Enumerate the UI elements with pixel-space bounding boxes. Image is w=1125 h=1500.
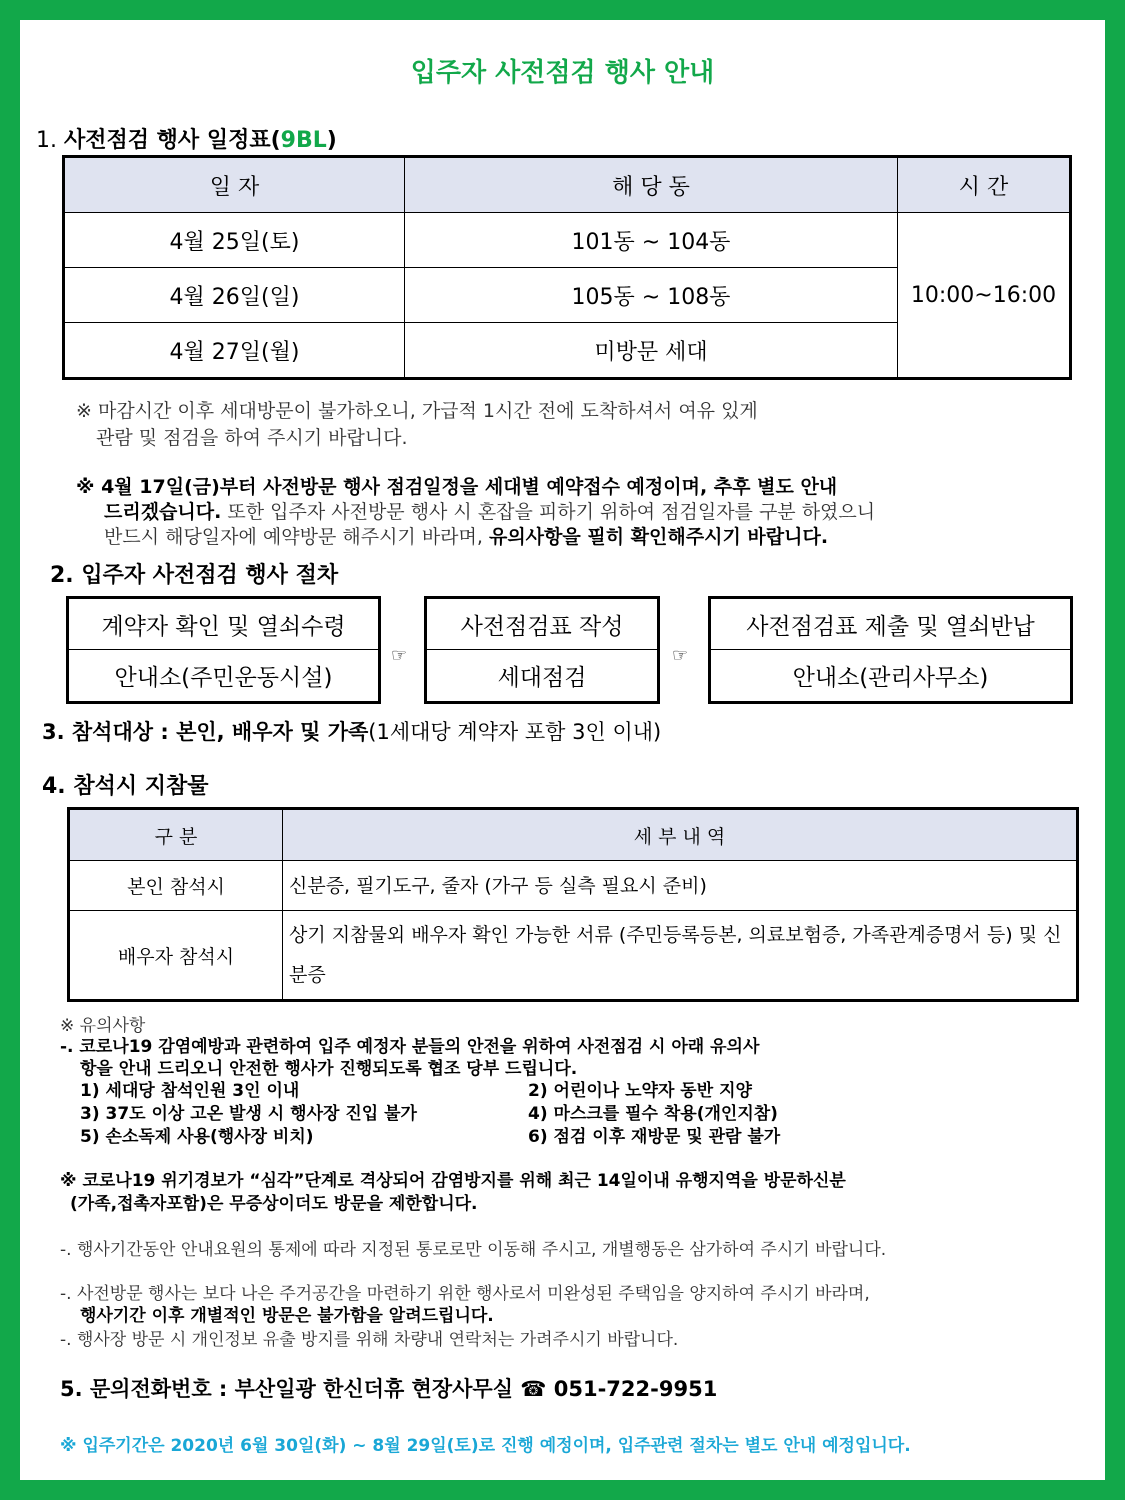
note-line-a: -. 행사기간동안 안내요원의 통제에 따라 지정된 통로로만 이동해 주시고, 개별행동은 삼가하여 주시기 바랍니다. bbox=[60, 1240, 887, 1260]
section4-heading: 4. 참석시 지참물 bbox=[42, 774, 209, 799]
warning-line2: (가족,접촉자포함)은 무증상이더도 방문을 제한합니다. bbox=[70, 1194, 478, 1214]
list-item: 4) 마스크를 필수 착용(개인지참) bbox=[528, 1104, 778, 1124]
note-line-b1: -. 사전방문 행사는 보다 나은 주거공간을 마련하기 위한 행사로서 미완성된 주택임을 양지하여 주시기 바라며, bbox=[60, 1284, 870, 1304]
col-dong-header: 해 당 동 bbox=[405, 157, 898, 213]
step2-title: 사전점검표 작성 bbox=[427, 599, 657, 650]
schedule-dong: 101동 ~ 104동 bbox=[405, 213, 898, 268]
procedure-step-3 bbox=[708, 596, 1073, 704]
schedule-note1-line1: ※ 마감시간 이후 세대방문이 불가하오니, 가급적 1시간 전에 도착하셔서 여유 있게 bbox=[76, 400, 758, 422]
schedule-date: 4월 26일(일) bbox=[64, 268, 405, 323]
note2-line3-normal: 반드시 해당일자에 예약방문 해주시기 바라며, bbox=[104, 526, 489, 548]
items-label: 본인 참석시 bbox=[69, 861, 283, 911]
section3-heading-rest: (1세대당 계약자 포함 3인 이내) bbox=[368, 720, 662, 744]
table-row bbox=[69, 861, 1078, 911]
schedule-note2-line3 bbox=[104, 522, 828, 549]
section1-heading-suffix: ) bbox=[326, 128, 337, 153]
schedule-date: 4월 25일(토) bbox=[64, 213, 405, 268]
schedule-date: 4월 27일(월) bbox=[64, 323, 405, 379]
pointing-hand-icon: ☞ bbox=[391, 645, 408, 666]
step3-title: 사전점검표 제출 및 열쇠반납 bbox=[711, 599, 1070, 650]
step3-location: 안내소(관리사무소) bbox=[792, 665, 989, 691]
schedule-time: 10:00~16:00 bbox=[898, 213, 1071, 379]
col-time-header: 시 간 bbox=[898, 157, 1071, 213]
section1-number: 1. bbox=[36, 128, 64, 153]
note-line-b2: 행사기간 이후 개별적인 방문은 불가함을 알려드립니다. bbox=[80, 1306, 494, 1326]
warning-line1: ※ 코로나19 위기경보가 “심각”단계로 격상되어 감염방지를 위해 최근 14일이내 유행지역을 방문하신분 bbox=[60, 1171, 846, 1191]
section1-heading-accent: 9BL bbox=[280, 128, 327, 153]
step2-location: 세대점검 bbox=[497, 665, 587, 691]
note2-line3-bold: 유의사항을 필히 확인해주시기 바랍니다. bbox=[488, 526, 829, 548]
note-line-c: -. 행사장 방문 시 개인정보 유출 방지를 위해 차량내 연락처는 가려주시기 바랍니다. bbox=[60, 1330, 679, 1350]
footer-note: ※ 입주기간은 2020년 6월 30일(화) ~ 8월 29일(토)로 진행 예정이며, 입주관련 절차는 별도 안내 예정입니다. bbox=[60, 1436, 911, 1456]
section1-heading-text: 사전점검 행사 일정표( bbox=[63, 128, 281, 153]
list-item: 2) 어린이나 노약자 동반 지양 bbox=[528, 1081, 752, 1101]
items-detail: 상기 지참물외 배우자 확인 가능한 서류 (주민등록등본, 의료보험증, 가족관계증명서 등) 및 신분증 bbox=[283, 911, 1078, 1001]
items-header-row bbox=[69, 809, 1078, 861]
schedule-dong: 105동 ~ 108동 bbox=[405, 268, 898, 323]
list-item: 5) 손소독제 사용(행사장 비치) bbox=[80, 1127, 314, 1147]
section3-heading-bold: 3. 참석대상 : 본인, 배우자 및 가족 bbox=[42, 720, 369, 744]
col-category-header: 구 분 bbox=[69, 809, 283, 861]
schedule-note1-line2: 관람 및 점검을 하여 주시기 바랍니다. bbox=[96, 427, 408, 449]
section2-heading: 2. 입주자 사전점검 행사 절차 bbox=[50, 563, 339, 588]
notes-heading: ※ 유의사항 bbox=[60, 1016, 146, 1036]
schedule-note2-line1: ※ 4월 17일(금)부터 사전방문 행사 점검일정을 세대별 예약접수 예정이며, 추후 별도 안내 bbox=[76, 476, 838, 498]
covid-note-line2: 항을 안내 드리오니 안전한 행사가 진행되도록 협조 당부 드립니다. bbox=[80, 1059, 578, 1079]
step1-location: 안내소(주민운동시설) bbox=[114, 665, 333, 691]
section3-heading bbox=[42, 716, 661, 746]
covid-note-line1: -. 코로나19 감염예방과 관련하여 입주 예정자 분들의 안전을 위하여 사전점검 시 아래 유의사 bbox=[60, 1037, 760, 1057]
schedule-table bbox=[62, 155, 1072, 380]
note2-bold-part: 드리겠습니다. bbox=[104, 501, 222, 523]
items-table bbox=[67, 807, 1079, 1002]
col-date-header: 일 자 bbox=[64, 157, 405, 213]
section1-heading bbox=[36, 123, 337, 154]
list-item: 3) 37도 이상 고온 발생 시 행사장 진입 불가 bbox=[80, 1104, 417, 1124]
procedure-step-1 bbox=[66, 596, 381, 704]
list-item: 6) 점검 이후 재방문 및 관람 불가 bbox=[528, 1127, 781, 1147]
schedule-note2-line2 bbox=[104, 497, 875, 524]
table-row bbox=[64, 213, 1071, 268]
list-item: 1) 세대당 참석인원 3인 이내 bbox=[80, 1081, 300, 1101]
table-row bbox=[69, 911, 1078, 1001]
page-title: 입주자 사전점검 행사 안내 bbox=[410, 58, 715, 88]
col-detail-header: 세 부 내 역 bbox=[283, 809, 1078, 861]
pointing-hand-icon: ☞ bbox=[672, 645, 689, 666]
note2-rest-part: 또한 입주자 사전방문 행사 시 혼잡을 피하기 위하여 점검일자를 구분 하였으니 bbox=[221, 501, 876, 523]
procedure-step-2 bbox=[424, 596, 660, 704]
step1-title: 계약자 확인 및 열쇠수령 bbox=[69, 599, 378, 650]
items-detail: 신분증, 필기도구, 줄자 (가구 등 실측 필요시 준비) bbox=[283, 861, 1078, 911]
schedule-dong: 미방문 세대 bbox=[405, 323, 898, 379]
schedule-header-row bbox=[64, 157, 1071, 213]
items-label: 배우자 참석시 bbox=[69, 911, 283, 1001]
contact-heading: 5. 문의전화번호 : 부산일광 한신더휴 현장사무실 ☎ 051-722-9951 bbox=[60, 1377, 718, 1401]
